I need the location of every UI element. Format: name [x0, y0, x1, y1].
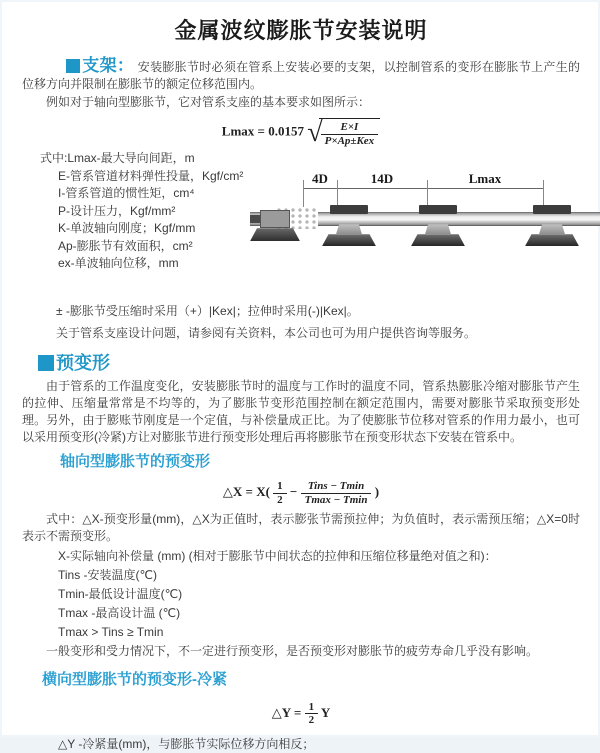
- support-section-label: 支架：: [82, 56, 135, 75]
- support-paragraph: [22, 57, 580, 93]
- axial-closing-line: 一般变形和受力情况下，不一定进行预变形，是否预变形对膨胀节的疲劳寿命几乎没有影响。: [46, 643, 539, 658]
- half-numerator: 1: [273, 480, 287, 494]
- support-intro-text: 安装膨胀节时必须在管系上安装必要的支架，以控制管系的变形在膨胀节上产生的位移方向并限制在膨胀节的额定位移范围内。: [22, 60, 580, 91]
- lmax-formula-numerator: E×I: [321, 121, 379, 135]
- definition-line: Tmax > Tins ≥ Tmin: [58, 624, 164, 639]
- temp-numerator: Tins − Tmin: [301, 480, 372, 494]
- half-denominator: 2: [277, 493, 283, 506]
- support-foot: [525, 234, 579, 246]
- lateral-formula-lhs: △Y =: [271, 704, 302, 720]
- dim-label-14d: 14D: [370, 171, 394, 187]
- minus-sign: −: [289, 484, 298, 500]
- predeform-heading-text: 预变形: [56, 353, 110, 374]
- definition-line: Tins -安装温度(℃): [58, 567, 158, 582]
- radical-sign: √: [307, 116, 323, 148]
- section-square-icon: [38, 355, 54, 371]
- support-saddle: [539, 224, 565, 234]
- example-line: 例如对于轴向型膨胀节，它对管系支座的基本要求如图所示：: [46, 95, 371, 109]
- support-saddle: [336, 224, 362, 234]
- definition-line: 式中:Lmax-最大导向间距，m: [40, 151, 195, 166]
- axial-definitions-list: [22, 547, 580, 642]
- right-paren: ): [374, 484, 380, 500]
- half-numerator: 1: [305, 701, 319, 715]
- support-foot: [411, 234, 465, 246]
- axial-note: 式中：△X-预变形量(mm)，△X为正值时，表示膨张节需预拉伸；为负值时，表示需预压缩；△X=0时表示不需预变形。: [22, 511, 580, 543]
- anchor-block: [260, 210, 290, 228]
- lmax-formula-denominator: P×Ap±Kex: [324, 134, 375, 147]
- definition-line: E-管系管道材料弹性投量，Kgf/cm²: [58, 168, 244, 183]
- support-saddle: [425, 224, 451, 234]
- axial-formula: [22, 480, 580, 506]
- definition-line: K-单波轴向刚度；Kgf/mm: [58, 221, 196, 236]
- dim-label-4d: 4D: [312, 171, 328, 187]
- consult-note: 关于管系支座设计问题，请参阅有关资料，本公司也可为用户提供咨询等服务。: [56, 326, 477, 341]
- support-clamp: [330, 205, 368, 214]
- axial-subheading: 轴向型膨胀节的预变形: [60, 453, 211, 471]
- pipe-support: [319, 172, 379, 262]
- half-denominator: 2: [308, 714, 315, 727]
- definitions-area: [22, 150, 580, 300]
- plus-minus-note: ± -膨胀节受压缩时采用（+）|Kex|；拉伸时采用(-)|Kex|。: [56, 304, 359, 319]
- temp-denominator: Tmax − Tmin: [304, 493, 368, 506]
- section-square-icon: [66, 59, 80, 73]
- definition-line: ex-单波轴向位移，mm: [58, 256, 179, 271]
- lmax-formula: [22, 118, 580, 147]
- lmax-formula-lhs: Lmax = 0.0157: [221, 123, 304, 139]
- lmax-radicand: [319, 118, 381, 147]
- definition-line: Tmin-最低设计温度(℃): [58, 586, 183, 601]
- lateral-note: △Y -冷紧量(mm)，与膨胀节实际位移方向相反；: [58, 736, 315, 751]
- support-clamp: [419, 205, 457, 214]
- definition-line: X-实际轴向补偿量 (mm) (相对于膨胀节中间状态的拉伸和压缩位移量绝对值之和)：: [58, 548, 497, 563]
- definition-line: Tmax -最高设计温 (℃): [58, 605, 181, 620]
- page-title: 金属波纹膨胀节安装说明: [174, 18, 428, 43]
- support-foot: [322, 234, 376, 246]
- lateral-subheading: 横向型膨胀节的预变形-冷紧: [42, 670, 227, 688]
- predeform-section-heading: [38, 352, 580, 374]
- dim-label-lmax: Lmax: [468, 171, 502, 187]
- pipe-support-diagram: [250, 172, 600, 262]
- definition-line: I-管系管道的惯性矩，cm⁴: [58, 186, 195, 201]
- axial-formula-lhs: △X = X(: [222, 484, 270, 500]
- predeform-paragraph: 由于管系的工作温度变化，安装膨胀节时的温度与工作时的温度不同，管系热膨胀冷缩对膨胀节产生的拉伸、压缩量常常是不均等的，为了膨胀节变形范围控制在额定范围内，需要对膨胀节采取预变形处理。另外，由于膨账节刚度是一个定值，与补偿量成正比。为了使膨胀节位移对管系的作用力最小，也可以采用预变形(冷紧)方让对膨胀节进行预变形处理后再将膨胀节在预变形状态下安装在管系中。: [22, 379, 580, 445]
- pipe-support: [522, 172, 582, 262]
- lateral-formula-rhs: Y: [320, 704, 331, 720]
- definition-line: P-设计压力，Kgf/mm²: [58, 203, 176, 218]
- support-clamp: [533, 205, 571, 214]
- pipe-support: [408, 172, 468, 262]
- definition-line: Ap-膨胀节有效面积，cm²: [58, 238, 193, 253]
- anchor-foot: [250, 228, 300, 241]
- lateral-formula: [22, 701, 580, 727]
